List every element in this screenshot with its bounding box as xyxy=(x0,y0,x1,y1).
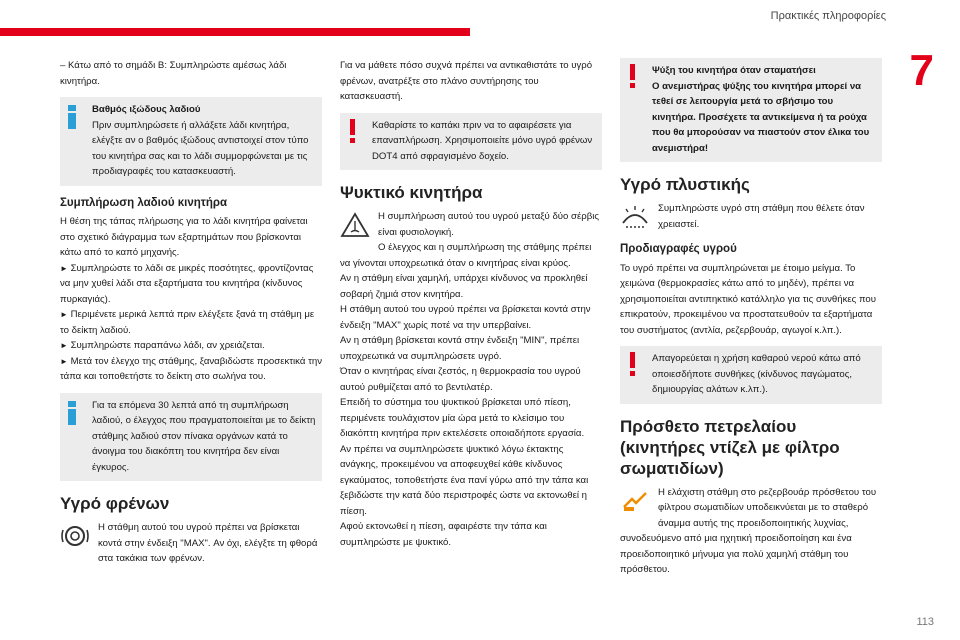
paragraph: Για να μάθετε πόσο συχνά πρέπει να αντικαθιστάτε το υγρό φρένων, ανατρέξτε στο πλάνο συντήρησης του κατασκευαστή. xyxy=(340,60,593,102)
header-accent-bar xyxy=(0,28,470,36)
arrow-icon: ► xyxy=(60,356,68,366)
paragraph: Η ελάχιστη στάθμη στο ρεζερβουάρ πρόσθετου του φίλτρου σωματιδίων υποδεικνύεται με το σταθερό άναμμα αυτής της προειδοποιητικής λυχνίας, συνοδευόμενο από μια ηχητική προειδοποίηση και ένα προειδοποιητικό μήνυμα για πολύ χαμηλή στάθμη του πρόσθετου. xyxy=(620,486,877,575)
warning-text: Απαγορεύεται η χρήση καθαρού νερού κάτω από οποιεσδήποτε συνθήκες (κίνδυνος παγώματος, δημιουργίας αλάτων κ.λπ.). xyxy=(652,353,861,395)
warning-text: Καθαρίστε το καπάκι πριν να το αφαιρέσετε για επαναπλήρωση. Χρησιμοποιείτε μόνο υγρό φρένων DOT4 από σφραγισμένο δοχείο. xyxy=(372,119,593,162)
brake-fluid-icon xyxy=(60,522,90,550)
paragraph: Η συμπλήρωση αυτού του υγρού μεταξύ δύο σέρβις είναι φυσιολογική. xyxy=(378,211,599,238)
arrow-icon: ► xyxy=(60,263,68,273)
bullet-item: ► Συμπληρώστε το λάδι σε μικρές ποσότητες, φροντίζοντας να μην χυθεί λάδι στα εξαρτήματα του κινητήρα (κίνδυνος πυρκαγιάς). xyxy=(60,262,314,305)
coolant-warning-icon xyxy=(340,211,370,239)
paragraph: Η στάθμη αυτού του υγρού πρέπει να βρίσκεται κοντά στην ένδειξη "MAX". Αν όχι, ελέγξτε τη φθορά στα τακάκια των φρένων. xyxy=(98,522,318,564)
paragraph: Όταν ο κινητήρας είναι ζεστός, η θερμοκρασία του υγρού αυτού ρυθμίζεται από το βεντιλατέρ. xyxy=(340,366,581,393)
column-2 xyxy=(340,58,602,550)
page-number: 113 xyxy=(916,616,934,628)
bullet-item: ► Μετά τον έλεγχο της στάθμης, ξαναβιδώστε προσεκτικά την τάπα και τοποθετήστε το δείκτη στο σωλήνα του. xyxy=(60,355,322,382)
paragraph: Το υγρό πρέπει να συμπληρώνεται με έτοιμο μείγμα. Το χειμώνα (θερμοκρασίες κάτω από το μηδέν), πρέπει να χρησιμοποιείται αντιπηκτικό κατάλληλο για τις συνθήκες που επικρατούν, προκειμένου να προστατευθούν τα εξαρτήματα του συστήματος (αντλία, ρεζερβουάρ, αγωγοί κ.λπ.). xyxy=(620,262,877,336)
warning-box-fan xyxy=(620,58,882,162)
warning-icon xyxy=(350,119,358,145)
arrow-icon: ► xyxy=(60,310,68,319)
chapter-number: 7 xyxy=(909,46,934,95)
info-text: Πριν συμπληρώσετε ή αλλάξετε λάδι κινητήρα, ελέγξτε αν ο βαθμός ιξώδους αντιστοιχεί στον τύπο του κινητήρα σας και το λάδι συμμορφώνεται με τις προδιαγραφές του κατασκευαστή. xyxy=(92,119,309,177)
paragraph: Επειδή το σύστημα του ψυκτικού βρίσκεται υπό πίεση, περιμένετε τουλάχιστον μία ώρα μετά το κλείσιμο του διακόπτη κινητήρα πριν εκτελέσετε οποιαδήποτε εργασία. xyxy=(340,397,585,439)
warning-title: Ψύξη του κινητήρα όταν σταματήσει xyxy=(652,65,816,76)
paragraph: Συμπληρώστε υγρό στη στάθμη που θέλετε όταν χρειαστεί. xyxy=(658,203,865,230)
heading-fluid-specs: Προδιαγραφές υγρού xyxy=(620,243,737,255)
paragraph: Αν πρέπει να συμπληρώσετε ψυκτικό λόγω έκτακτης ανάγκης, προκειμένου να αποφευχθεί κάθε κίνδυνος εγκαύματος, τοποθετήστε ένα πανί γύρω από την τάπα και ξεβιδώστε την κατά δύο περιστροφές ώστε να εκτονωθεί η πίεση. xyxy=(340,443,589,517)
heading-washer-fluid: Υγρό πλυστικής xyxy=(620,175,750,194)
section-title: Πρακτικές πληροφορίες xyxy=(770,10,886,22)
warning-box-brake xyxy=(340,113,602,171)
warning-icon xyxy=(630,64,638,90)
paragraph: Η στάθμη αυτού του υγρού πρέπει να βρίσκεται κοντά στην ένδειξη "MAX" χωρίς ποτέ να την υπερβαίνει. xyxy=(340,304,591,331)
info-icon xyxy=(68,105,80,133)
warning-box-water xyxy=(620,346,882,404)
paragraph: Ο έλεγχος και η συμπλήρωση της στάθμης πρέπει να γίνονται υποχρεωτικά όταν ο κινητήρας είναι κρύος. xyxy=(340,242,592,269)
heading-diesel-additive: Πρόσθετο πετρελαίου (κινητήρες ντίζελ με φίλτρο σωματιδίων) xyxy=(620,416,840,478)
washer-fluid-icon xyxy=(620,203,650,231)
paragraph: Η θέση της τάπας πλήρωσης για το λάδι κινητήρα φαίνεται στο σχετικό διάγραμμα των εξαρτημάτων που βρίσκονται κάτω από το καπό μηχανής. xyxy=(60,216,308,258)
bullet-item: ► Περιμένετε μερικά λεπτά πριν ελέγξετε ξανά τη στάθμη με το δείκτη λαδιού. xyxy=(60,309,315,336)
info-title: Βαθμός ιξώδους λαδιού xyxy=(92,104,201,115)
heading-brake-fluid: Υγρό φρένων xyxy=(60,494,170,513)
paragraph: Αφού εκτονωθεί η πίεση, αφαιρέστε την τάπα και συμπληρώστε με ψυκτικό. xyxy=(340,521,547,548)
column-3 xyxy=(620,58,882,578)
paragraph: Αν η στάθμη βρίσκεται κοντά στην ένδειξη "MIN", πρέπει υποχρεωτικά να συμπληρώσετε υγρό. xyxy=(340,335,580,362)
column-1 xyxy=(60,58,322,567)
heading-oil-topup: Συμπλήρωση λαδιού κινητήρα xyxy=(60,196,228,209)
additive-warning-lamp-icon xyxy=(620,487,650,515)
info-box-dipstick xyxy=(60,393,322,482)
info-box-viscosity xyxy=(60,97,322,186)
intro-text: – Κάτω από το σημάδι B: Συμπληρώστε αμέσως λάδι κινητήρα. xyxy=(60,60,287,87)
paragraph: Αν η στάθμη είναι χαμηλή, υπάρχει κίνδυνος να προκληθεί σοβαρή ζημιά στον κινητήρα. xyxy=(340,273,588,300)
bullet-item: ► Συμπληρώστε παραπάνω λάδι, αν χρειάζεται. xyxy=(60,340,265,351)
heading-coolant: Ψυκτικό κινητήρα xyxy=(340,183,483,202)
info-text: Για τα επόμενα 30 λεπτά από τη συμπλήρωση λαδιού, ο έλεγχος που πραγματοποιείται με το δείκτη στάθμης λαδιού στον πίνακα οργάνων κατά το άνοιγμα του διακόπτη του κινητήρα δεν είναι έγκυρος. xyxy=(92,399,316,473)
warning-icon xyxy=(630,352,638,378)
warning-text: Ο ανεμιστήρας ψύξης του κινητήρα μπορεί να τεθεί σε λειτουργία μετά το σβήσιμο του κινητήρα. Προσέχετε τα αντικείμενα ή τα ρούχα που θα μπορούσαν να πιαστούν στον έλικα του ανεμιστήρα! xyxy=(652,80,870,154)
arrow-icon: ► xyxy=(60,341,68,350)
info-icon xyxy=(68,401,80,429)
